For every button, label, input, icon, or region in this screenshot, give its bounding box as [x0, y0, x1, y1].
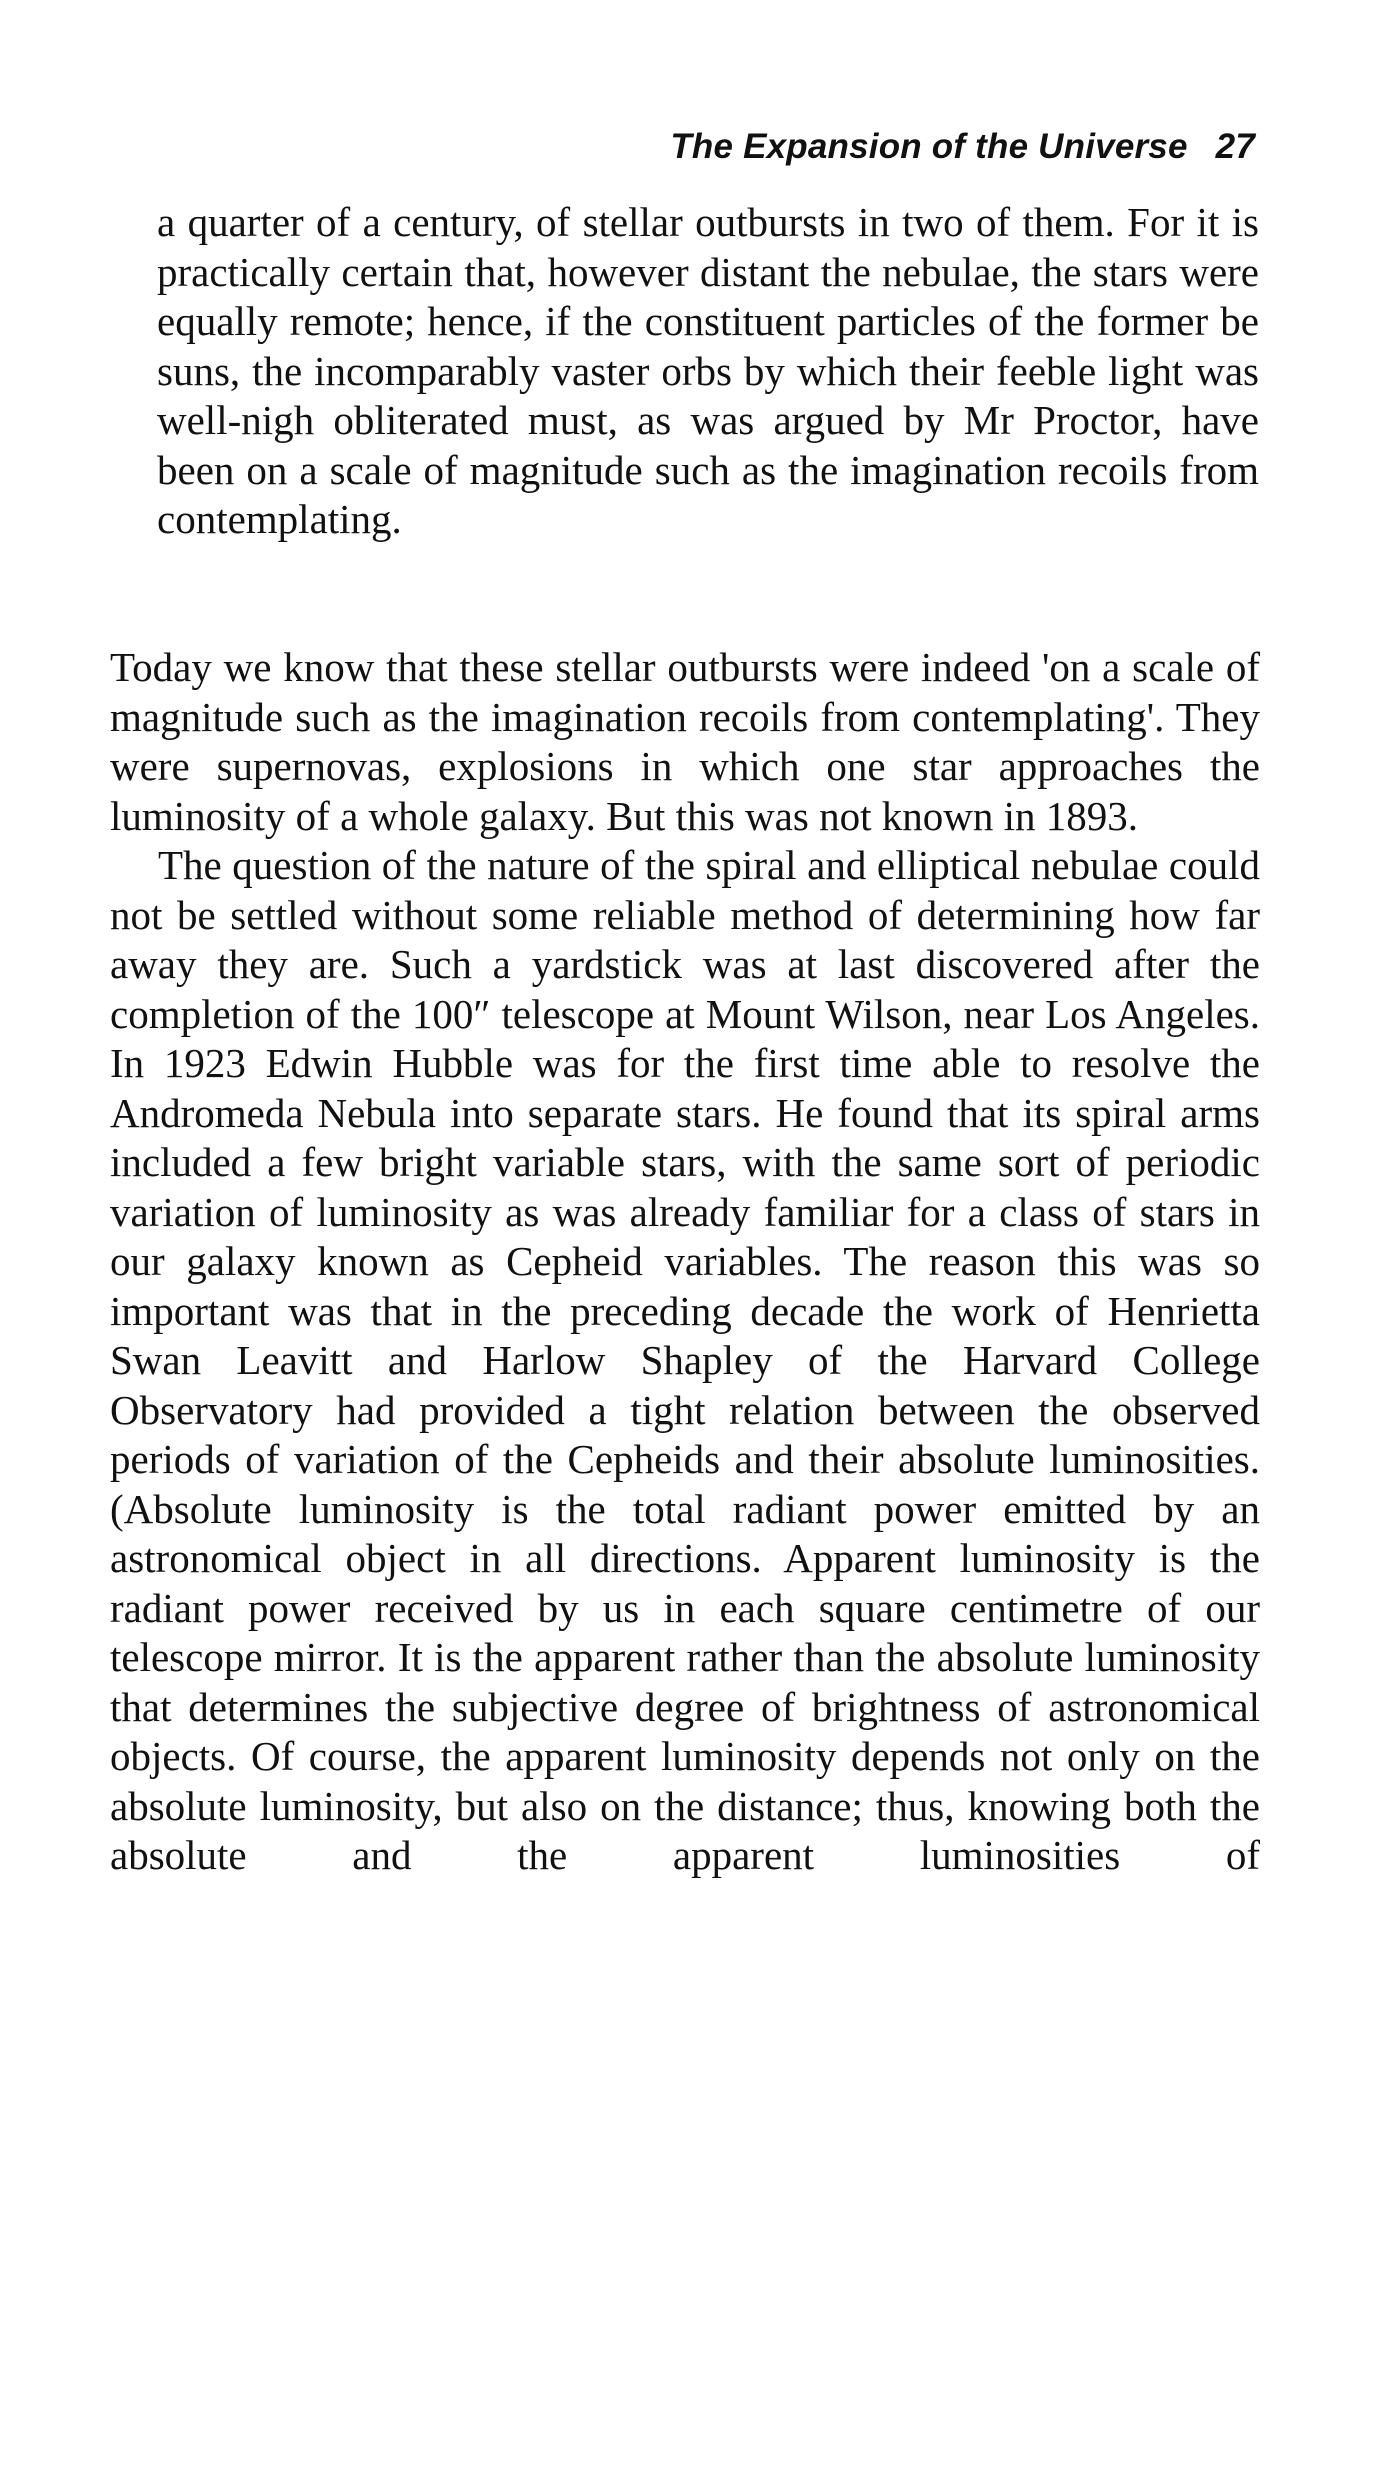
block-quote: a quarter of a century, of stellar outbursts in two of them. For it is practically certain that, however distant the nebulae, the stars were equally remote; hence, if the constituent particles of the former be suns, the incomparably vaster orbs by which their feeble light was well-nigh obliterated must, as was argued by Mr Proctor, have been on a scale of magnitude such as the imagination recoils from contemplating. [157, 199, 1259, 542]
running-head-title: The Expansion of the Universe [670, 127, 1188, 166]
running-head [110, 122, 1255, 172]
page-number: 27 [1215, 127, 1255, 166]
paragraph-2: The question of the nature of the spiral and elliptical nebulae could not be settled without some reliable method of determining how far away they are. Such a yardstick was at last discovered after the completion of the 100″ telescope at Mount Wilson, near Los Angeles. In 1923 Edwin Hubble was for the first time able to resolve the Andromeda Nebula into separate stars. He found that its spiral arms included a few bright variable stars, with the same sort of periodic variation of luminosity as was already familiar for a class of stars in our galaxy known as Cepheid variables. The reason this was so important was that in the preceding decade the work of Henrietta Swan Leavitt and Harlow Shapley of the Harvard College Observatory had provided a tight relation between the observed periods of variation of the Cepheids and their absolute luminosities. (Absolute luminosity is the total radiant power emitted by an astronomical object in all directions. Apparent luminosity is the radiant power received by us in each square centimetre of our telescope mirror. It is the apparent rather than the absolute luminosity that determines the subjective degree of brightness of astronomical objects. Of course, the apparent luminosity depends not only on the absolute luminosity, but also on the distance; thus, knowing both the absolute and the apparent luminosities of [110, 842, 1260, 1878]
paragraph-1: Today we know that these stellar outbursts were indeed 'on a scale of magnitude such as the imagination recoils from contemplating'. They were supernovas, explosions in which one star approaches the luminosity of a whole galaxy. But this was not known in 1893. [110, 644, 1260, 839]
body-text [110, 643, 1260, 1881]
